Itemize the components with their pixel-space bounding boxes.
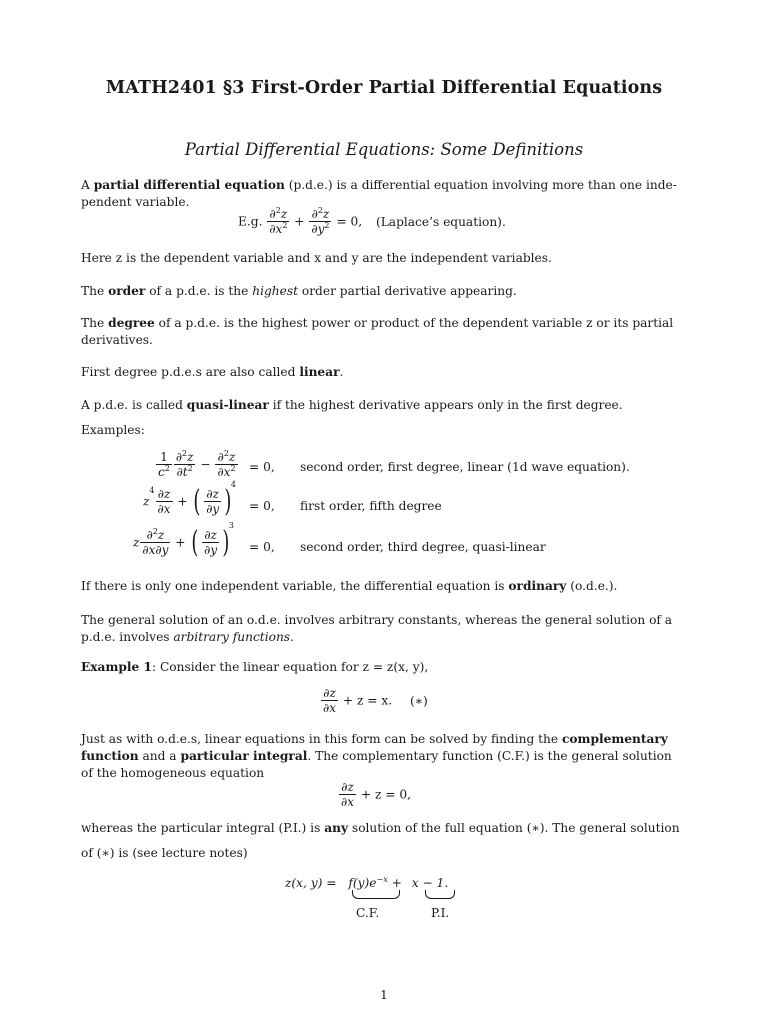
pi-label: P.I. (431, 906, 450, 920)
example-desc-3: second order, third degree, quasi-linear (300, 540, 546, 554)
cf-underbrace (352, 890, 400, 899)
document-title: MATH2401 §3 First-Order Partial Differential Equations (105, 78, 663, 98)
laplace-equation: E.g. $\frac{\partial^2z}{\partial x^2}$ + $\frac{\partial^2z}{\partial y^2}$ = 0, (Laplace’s equation). (238, 206, 506, 236)
equation-star: $\frac{\partial z}{\partial x}$ + z = x. (∗) (323, 686, 428, 715)
paragraph-particular-integral: whereas the particular integral (P.I.) is any solution of the full equation (∗). The general solution of (∗) is (see lecture notes) (81, 821, 680, 860)
paragraph-degree: The degree of a p.d.e. is the highest power or product of the dependent variable z or its partial derivatives. (81, 316, 674, 347)
example-equation-quasi-linear: z $\frac{\partial^2z}{\partial x\partial y}$ + ( $\frac{\partial z}{\partial y}$ )$^3$ (133, 521, 234, 560)
pi-underbrace (425, 890, 455, 899)
paragraph-order: The order of a p.d.e. is the highest order partial derivative appearing. (81, 284, 517, 298)
cf-label: C.F. (356, 906, 380, 920)
section-heading: Partial Differential Equations: Some Definitions (184, 140, 584, 159)
paragraph-ordinary: If there is only one independent variable, the differential equation is ordinary (o.d.e.). (81, 579, 618, 593)
general-solution-equation: z(x, $y) = f(y)e^{-x} + x - 1$. (285, 874, 449, 890)
example-desc-2: first order, fifth degree (300, 499, 442, 513)
paragraph-general-solution: The general solution of an o.d.e. involves arbitrary constants, whereas the general solution of a p.d.e. involves arbitrary functions. (81, 613, 673, 644)
equation-homogeneous: $\frac{\partial z}{\partial x}$ + z = 0, (341, 780, 411, 809)
paragraph-cf-pi: Just as with o.d.e.s, linear equations in this form can be solved by finding the complementary function and a particular integral. The complementary function (C.F.) is the general solution of the homogeneous equation (81, 732, 672, 780)
example-rhs-2: = 0, (249, 499, 275, 513)
paragraph-pde-definition: A partial differential equation (p.d.e.) is a differential equation involving more than one inde- pendent variable. (81, 178, 677, 209)
example-desc-1: second order, first degree, linear (1d wave equation). (300, 460, 630, 474)
paragraph-quasi-linear: A p.d.e. is called quasi-linear if the highest derivative appears only in the first degree. (81, 398, 623, 412)
example-rhs-3: = 0, (249, 540, 275, 554)
paragraph-variables: Here z is the dependent variable and x and y are the independent variables. (81, 251, 552, 265)
examples-label: Examples: (81, 423, 145, 437)
page-number: 1 (380, 988, 388, 1002)
example-equation-fifth-degree: $z^4$ $\frac{\partial z}{\partial x}$ + ( $\frac{\partial z}{\partial y}$ )$^4$ (143, 480, 237, 519)
term-pde: partial differential equation (93, 178, 285, 192)
example-1-intro: Example 1: Consider the linear equation for z = z(x, y), (81, 660, 429, 674)
example-rhs-1: = 0, (249, 460, 275, 474)
example-equation-wave: $\frac{1}{c^2}$ $\frac{\partial^2z}{\partial t^2}$ − $\frac{\partial^2z}{\partial x^2}$ (158, 449, 236, 479)
paragraph-linear: First degree p.d.e.s are also called linear. (81, 365, 344, 379)
